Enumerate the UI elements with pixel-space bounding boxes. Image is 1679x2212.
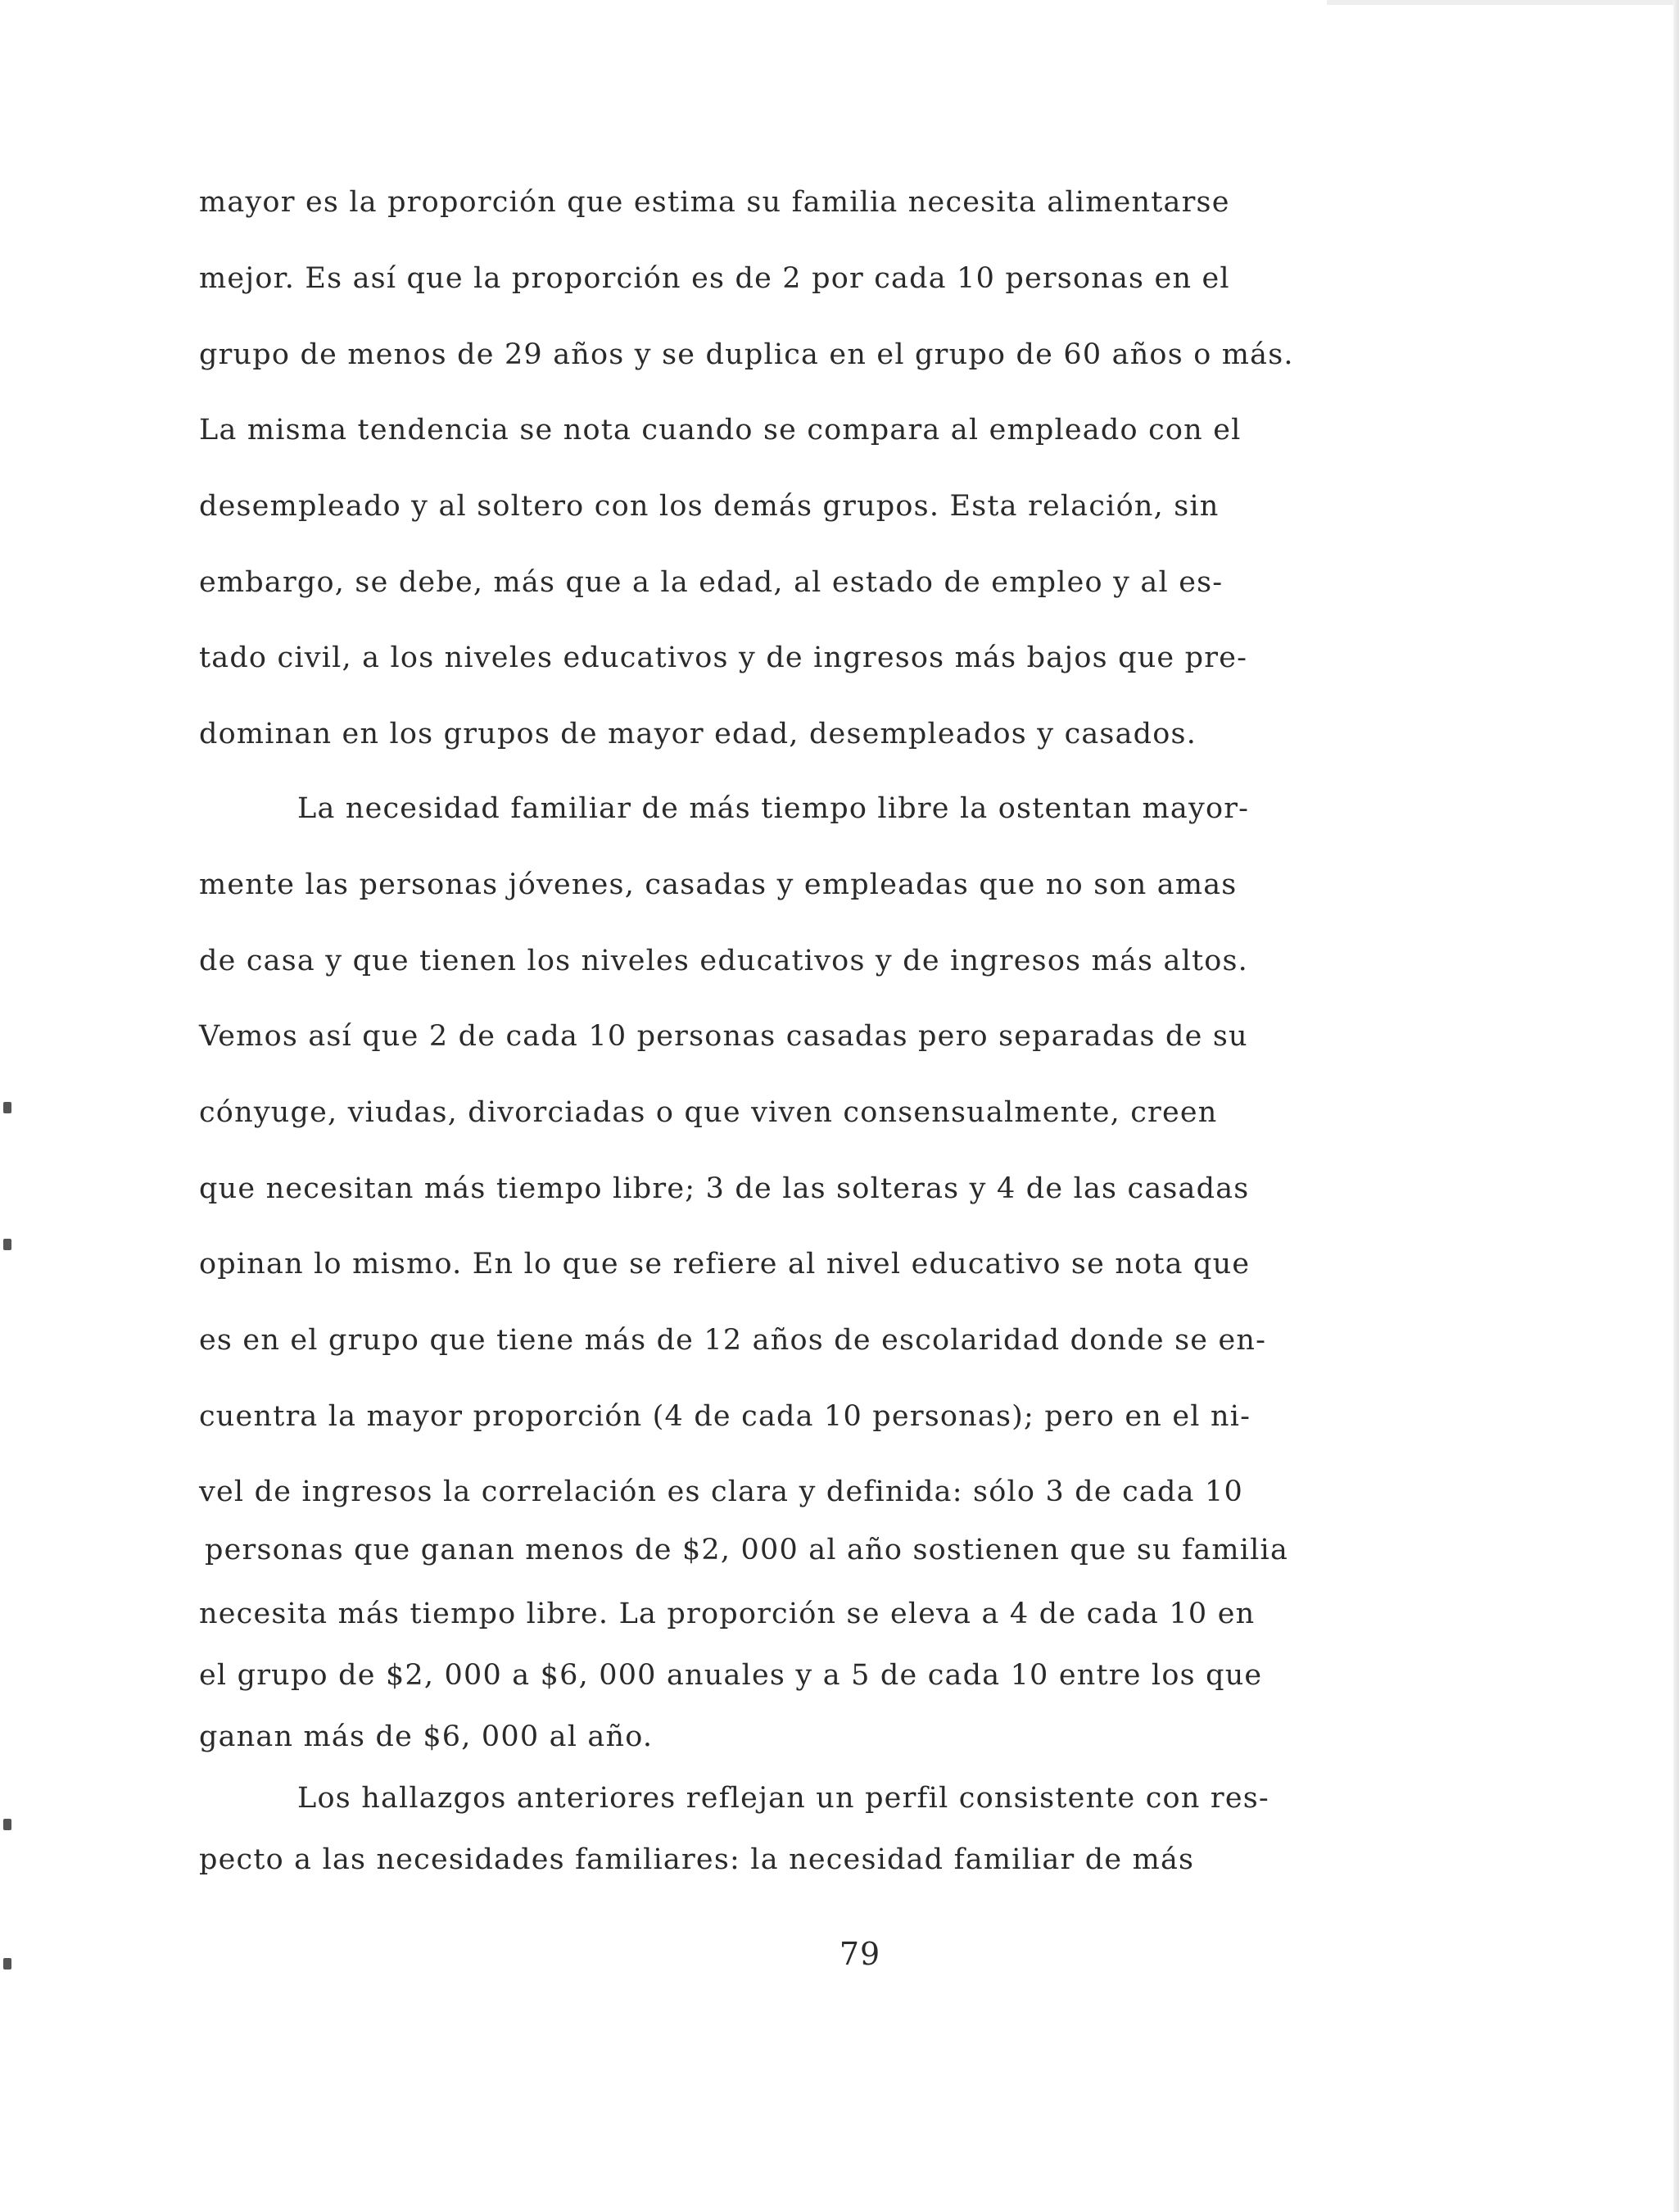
text-line: opinan lo mismo. En lo que se refiere al nivel educativo se nota que [199,1248,1251,1281]
text-line: de casa y que tienen los niveles educativos y de ingresos más altos. [199,945,1248,977]
text-line: mayor es la proporción que estima su familia necesita alimentarse [199,186,1230,219]
text-line: cuentra la mayor proporción (4 de cada 10 personas); pero en el ni- [199,1400,1251,1433]
text-line: mejor. Es así que la proporción es de 2 por cada 10 personas en el [199,262,1230,295]
text-line: ganan más de $6, 000 al año. [199,1720,654,1753]
text-line: dominan en los grupos de mayor edad, desempleados y casados. [199,718,1197,750]
text-line: que necesitan más tiempo libre; 3 de las solteras y 4 de las casadas [199,1172,1250,1205]
page-number: 79 [839,1936,881,1972]
margin-mark [3,1819,11,1830]
margin-mark [3,1958,11,1969]
text-line: mente las personas jóvenes, casadas y empleadas que no son amas [199,868,1238,901]
scan-edge-top [1327,0,1679,5]
text-line: grupo de menos de 29 años y se duplica en el grupo de 60 años o más. [199,338,1294,371]
text-line: pecto a las necesidades familiares: la necesidad familiar de más [199,1843,1195,1876]
paragraph-start-line: Los hallazgos anteriores reflejan un perfil consistente con res- [297,1782,1269,1815]
margin-mark [3,1239,11,1250]
paragraph-start-line: La necesidad familiar de más tiempo libre la ostentan mayor- [297,792,1250,825]
text-line: La misma tendencia se nota cuando se compara al empleado con el [199,414,1242,446]
text-line: tado civil, a los niveles educativos y de ingresos más bajos que pre- [199,641,1248,674]
text-line: Vemos así que 2 de cada 10 personas casadas pero separadas de su [199,1020,1248,1053]
text-line: desempleado y al soltero con los demás grupos. Esta relación, sin [199,490,1220,523]
text-line: embargo, se debe, más que a la edad, al estado de empleo y al es- [199,566,1224,599]
scan-edge-right [1673,0,1679,2212]
text-line: vel de ingresos la correlación es clara y definida: sólo 3 de cada 10 [199,1475,1243,1508]
text-line: el grupo de $2, 000 a $6, 000 anuales y a 5 de cada 10 entre los que [199,1659,1263,1692]
text-line: cónyuge, viudas, divorciadas o que viven consensualmente, creen [199,1096,1218,1129]
text-line: personas que ganan menos de $2, 000 al año sostienen que su familia [205,1534,1289,1566]
text-line: es en el grupo que tiene más de 12 años de escolaridad donde se en- [199,1324,1267,1357]
margin-mark [3,1102,11,1113]
text-line: necesita más tiempo libre. La proporción se eleva a 4 de cada 10 en [199,1598,1256,1630]
